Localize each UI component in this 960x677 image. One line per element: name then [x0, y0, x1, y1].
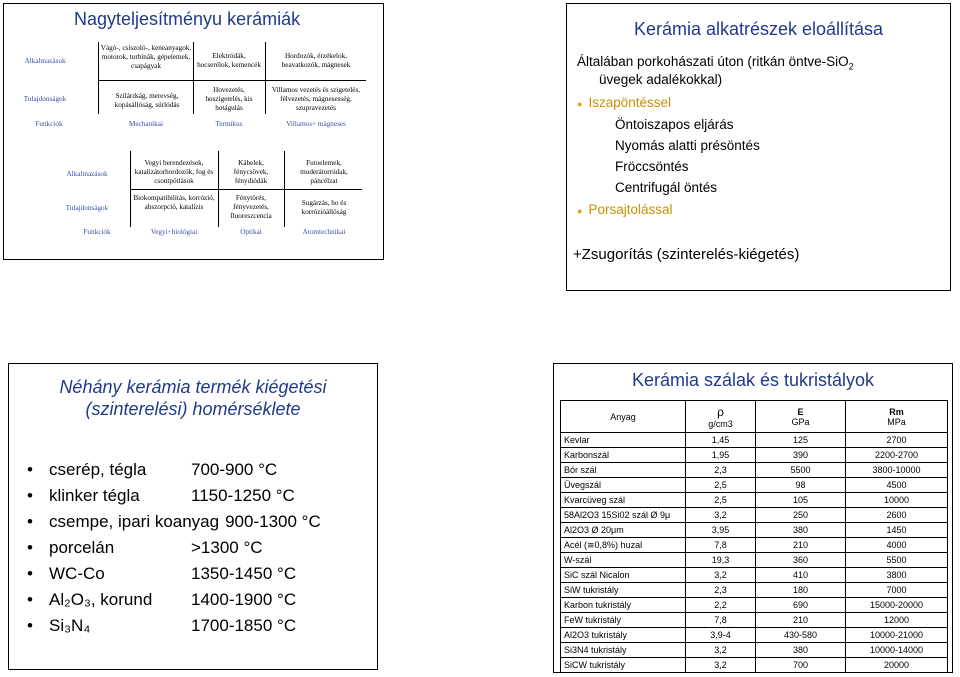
- cell-material: W-szál: [561, 553, 686, 568]
- temp-row: • WC-Co 1350-1450 °C: [27, 564, 297, 583]
- cell-strength: 15000-20000: [846, 598, 948, 613]
- table-row: [561, 433, 948, 448]
- cell-modulus: 105: [756, 493, 846, 508]
- temp-row: • klinker tégla 1150-1250 °C: [27, 486, 295, 505]
- temp-row-value: 1350-1450 °C: [191, 564, 297, 583]
- temp-row-value: 1700-1850 °C: [191, 616, 297, 635]
- table-row: [561, 658, 948, 673]
- temp-row-name: csempe, ipari koanyag: [49, 512, 220, 531]
- upper-row-label-applications: Alkalmazások: [24, 57, 66, 65]
- lower-func-2: Optikai: [240, 228, 262, 236]
- col-header-density: [686, 401, 756, 433]
- bullet-pressing: [577, 202, 672, 217]
- table-row: [561, 508, 948, 523]
- slide3-title: [9, 376, 377, 420]
- cell-modulus: 210: [756, 538, 846, 553]
- lower-row-label-applications: Alkalmazások: [66, 170, 108, 178]
- fiber-properties-table: [560, 400, 948, 673]
- upper-func-1: Mechanikai: [129, 120, 163, 128]
- cell-material: SiC szál Nicalon: [561, 568, 686, 583]
- sub-item-3: Centrifugál öntés: [615, 180, 718, 195]
- strength-unit: MPa: [887, 416, 906, 427]
- cell-density: 3,9-4: [686, 628, 756, 643]
- slide-fibers-whiskers: [553, 363, 953, 673]
- upper-cell-0-0: Vágó-, csiszoló-, keneanyagok, motorok, turbinák, gépelemek, csapágyak: [100, 44, 192, 70]
- cell-density: 2,3: [686, 463, 756, 478]
- temp-row: • cserép, tégla 700-900 °C: [27, 460, 278, 479]
- slide1-title: Nagyteljesítményu kerámiák: [74, 9, 301, 29]
- cell-density: 2,3: [686, 583, 756, 598]
- lower-cell-0-0: Vegyi berendezések, katalizátorhordozók, fog és csontpótlások: [134, 159, 214, 185]
- slide3-title-line-1: Néhány kerámia termék kiégetési: [59, 377, 327, 397]
- col-header-modulus: [756, 401, 846, 433]
- table-row: [561, 478, 948, 493]
- cell-material: Acél (≅0,8%) huzal: [561, 538, 686, 553]
- cell-strength: 10000-21000: [846, 628, 948, 643]
- bullet-dot-icon: ●: [577, 99, 583, 109]
- sub-item-1: Nyomás alatti présöntés: [615, 138, 760, 153]
- cell-material: Kvarcüveg szál: [561, 493, 686, 508]
- cell-modulus: 250: [756, 508, 846, 523]
- cell-strength: 2700: [846, 433, 948, 448]
- cell-modulus: 125: [756, 433, 846, 448]
- sub-item-0: Öntoiszapos eljárás: [615, 117, 734, 132]
- upper-cell-0-2: Hordozók, érzékelok, beavatkozók, mágnesek: [281, 52, 351, 69]
- cell-strength: 7000: [846, 583, 948, 598]
- table-row: [561, 463, 948, 478]
- bullet-dot-icon: ●: [577, 206, 583, 216]
- cell-modulus: 98: [756, 478, 846, 493]
- cell-strength: 3800-10000: [846, 463, 948, 478]
- temp-row-value: 700-900 °C: [191, 460, 278, 479]
- cell-density: 2,5: [686, 493, 756, 508]
- cell-density: 3,2: [686, 568, 756, 583]
- table-row: [561, 448, 948, 463]
- density-symbol: ρ: [717, 404, 724, 419]
- lower-func-1: Vegyi+biológiai: [150, 228, 198, 236]
- cell-density: 3,2: [686, 643, 756, 658]
- temp-row-value: >1300 °C: [191, 538, 263, 557]
- cell-density: 1,95: [686, 448, 756, 463]
- cell-modulus: 380: [756, 643, 846, 658]
- upper-cell-1-1: Hovezetés, hoszigetelés, kis hotágulás: [205, 86, 253, 112]
- cell-material: 58Al2O3 15Si02 szál Ø 9μ: [561, 508, 686, 523]
- cell-modulus: 690: [756, 598, 846, 613]
- slide-ceramics-overview: [3, 3, 384, 260]
- cell-modulus: 390: [756, 448, 846, 463]
- cell-material: Si3N4 tukristály: [561, 643, 686, 658]
- intro-subscript: 2: [848, 61, 854, 72]
- table-row: [561, 598, 948, 613]
- table-row: [561, 493, 948, 508]
- cell-strength: 10000: [846, 493, 948, 508]
- cell-modulus: 380: [756, 523, 846, 538]
- cell-material: Karbonszál: [561, 448, 686, 463]
- slide4-title: Kerámia szálak és tukristályok: [631, 370, 875, 390]
- cell-strength: 10000-14000: [846, 643, 948, 658]
- table-row: [561, 643, 948, 658]
- lower-block: [4, 149, 384, 249]
- cell-modulus: 360: [756, 553, 846, 568]
- table-row: [561, 523, 948, 538]
- col-header-material: Anyag: [561, 401, 686, 433]
- cell-strength: 5500: [846, 553, 948, 568]
- cell-strength: 3800: [846, 568, 948, 583]
- upper-func-0: Funkciók: [35, 120, 63, 128]
- strength-symbol: Rm: [889, 406, 904, 417]
- cell-density: 3,2: [686, 658, 756, 673]
- cell-modulus: 180: [756, 583, 846, 598]
- temp-row-name: Si₃N₄: [49, 616, 91, 635]
- lower-cell-0-1: Kábelek, fénycsövek, fénydiódák: [233, 159, 269, 185]
- lower-cell-0-2: Futoelemek, moderátorrúdak, páncélzat: [300, 159, 348, 185]
- upper-row-label-properties: Tulajdonságok: [23, 95, 67, 103]
- upper-func-2: Termikus: [215, 120, 243, 128]
- table-row: [561, 568, 948, 583]
- cell-density: 3,2: [686, 508, 756, 523]
- table-row: [561, 583, 948, 598]
- intro-line-2: üvegek adalékokkal): [599, 72, 723, 87]
- cell-material: Al2O3 Ø 20μm: [561, 523, 686, 538]
- temp-row-name: WC-Co: [49, 564, 105, 583]
- cell-density: 2,2: [686, 598, 756, 613]
- cell-modulus: 430-580: [756, 628, 846, 643]
- slide2-title: Kerámia alkatrészek eloállítása: [633, 19, 884, 39]
- temp-row-name: klinker tégla: [49, 486, 140, 505]
- slide3-title-line-2: (szinterelési) homérséklete: [85, 399, 301, 419]
- intro-line-1: [577, 54, 854, 72]
- cell-strength: 20000: [846, 658, 948, 673]
- cell-material: FeW tukristály: [561, 613, 686, 628]
- cell-strength: 4000: [846, 538, 948, 553]
- lower-cell-1-2: Sugárzás, ho és korrózióállóság: [301, 199, 347, 216]
- cell-material: Üvegszál: [561, 478, 686, 493]
- cell-density: 19,3: [686, 553, 756, 568]
- temp-row: • csempe, ipari koanyag 900-1300 °C: [27, 512, 321, 531]
- col-header-strength: [846, 401, 948, 433]
- cell-material: SiCW tukristály: [561, 658, 686, 673]
- lower-func-3: Atomtechnikai: [302, 228, 346, 236]
- upper-cell-1-2: Villamos vezetés és szigetelés, félvezetés, mágnesesség, szupravezetés: [271, 86, 361, 112]
- lower-func-0: Funkciók: [83, 228, 111, 236]
- table-header-row: [561, 401, 948, 433]
- temp-row-value: 1400-1900 °C: [191, 590, 297, 609]
- slide-firing-temperatures: [8, 363, 378, 670]
- table-row: [561, 553, 948, 568]
- cell-strength: 2200-2700: [846, 448, 948, 463]
- bullet-slip-casting: [577, 95, 671, 110]
- upper-func-3: Villamos+ mágneses: [286, 120, 346, 128]
- cell-material: Al2O3 tukristály: [561, 628, 686, 643]
- bullet-pressing-label: Porsajtolással: [588, 202, 673, 217]
- temp-row-value: 900-1300 °C: [225, 512, 321, 531]
- slide-manufacturing: [566, 3, 951, 291]
- cell-material: Karbon tukristály: [561, 598, 686, 613]
- temp-row-name: porcelán: [49, 538, 115, 557]
- lower-cell-1-1: Fénytörés, fényvezetés, fluoreszcencia: [230, 194, 272, 220]
- cell-modulus: 700: [756, 658, 846, 673]
- cell-strength: 2600: [846, 508, 948, 523]
- cell-strength: 12000: [846, 613, 948, 628]
- cell-modulus: 5500: [756, 463, 846, 478]
- cell-strength: 1450: [846, 523, 948, 538]
- upper-block: [4, 4, 384, 139]
- modulus-unit: GPa: [791, 416, 810, 427]
- intro-text-1: Általában porkohászati úton (ritkán öntve-SiO: [577, 54, 849, 69]
- temp-row: • Si₃N₄ 1700-1850 °C: [27, 616, 297, 635]
- bullet-slip-casting-label: Iszapöntéssel: [588, 95, 671, 110]
- density-unit: g/cm3: [708, 418, 733, 429]
- cell-modulus: 210: [756, 613, 846, 628]
- cell-strength: 4500: [846, 478, 948, 493]
- sub-item-2: Fröccsöntés: [615, 159, 689, 174]
- cell-material: SiW tukristály: [561, 583, 686, 598]
- sintering-footer: +Zsugorítás (szinterelés-kiégetés): [573, 246, 800, 263]
- temp-row-name: Al₂O₃, korund: [49, 590, 153, 609]
- lower-row-label-properties: Tulajdonságok: [65, 204, 109, 212]
- cell-modulus: 410: [756, 568, 846, 583]
- temp-row: • Al₂O₃, korund 1400-1900 °C: [27, 590, 297, 609]
- cell-density: 7,8: [686, 613, 756, 628]
- upper-cell-0-1: Elektródák, hocserélok, kemencék: [197, 52, 261, 69]
- upper-cell-1-0: Szilárdság, merevség, kopásállóság, súrlódás: [114, 92, 180, 109]
- temp-row: • porcelán >1300 °C: [27, 538, 263, 557]
- cell-density: 3,95: [686, 523, 756, 538]
- table-row: [561, 628, 948, 643]
- table-row: [561, 538, 948, 553]
- cell-density: 7,8: [686, 538, 756, 553]
- modulus-symbol: E: [797, 406, 804, 417]
- temp-row-value: 1150-1250 °C: [191, 486, 295, 505]
- table-row: [561, 613, 948, 628]
- cell-material: Bór szál: [561, 463, 686, 478]
- cell-density: 1,45: [686, 433, 756, 448]
- lower-cell-1-0: Biokompatibilitás, korrózió, abszorpció, katalízis: [133, 194, 215, 211]
- cell-material: Kevlar: [561, 433, 686, 448]
- temp-row-name: cserép, tégla: [49, 460, 147, 479]
- cell-density: 2,5: [686, 478, 756, 493]
